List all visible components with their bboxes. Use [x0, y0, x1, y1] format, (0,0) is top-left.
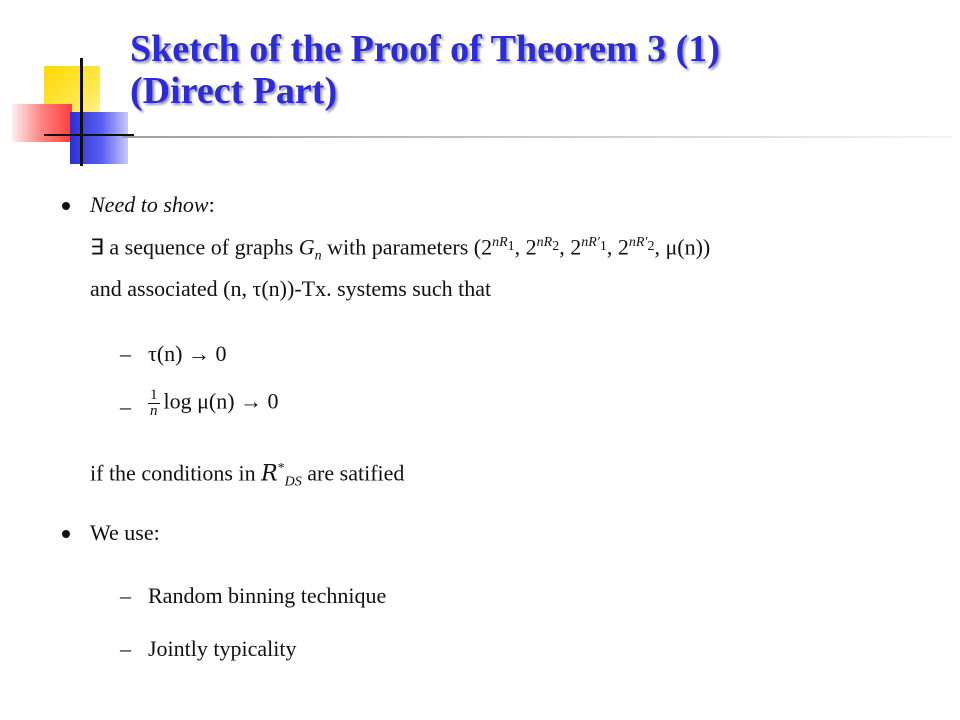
- sub-item-random-binning: Random binning technique: [148, 583, 387, 608]
- fraction-1-over-n: $\frac{1}{n}$: [150, 387, 158, 419]
- title-rule: [122, 136, 952, 138]
- bullet-2-heading: We use:: [90, 520, 160, 545]
- red-square: [12, 104, 72, 142]
- title-line-2: (Direct Part): [130, 70, 338, 112]
- bullet-1-heading: Need to show:: [90, 192, 215, 217]
- sub-item-joint-typicality: Jointly typicality: [148, 636, 297, 661]
- vertical-line: [80, 58, 83, 166]
- blue-square: [70, 112, 128, 164]
- sub-item-tau: τ(n) → 0: [148, 341, 227, 366]
- bullet-1-line-2: and associated (n, τ(n))-Tx. systems such that: [90, 276, 492, 301]
- dash-marker: –: [120, 394, 131, 419]
- sub-item-log: $\frac{1}{n}$ log μ(n) → 0: [150, 387, 279, 419]
- condition-line: if the conditions in $R^*_{DS}$ are satified: [90, 460, 405, 490]
- bullet-dot: [62, 530, 70, 538]
- dash-marker: –: [120, 583, 131, 608]
- decorative-squares: [0, 0, 140, 170]
- title-line-1: Sketch of the Proof of Theorem 3 (1): [130, 28, 720, 70]
- bullet-1-line-1: ∃ a sequence of graphs $G_n$ with parameters ($2^{nR_1}$, $2^{nR_2}$, $2^{nR'_1}$, $2^{nR'_2}$, μ(n)): [90, 234, 711, 264]
- slide-title: [130, 28, 720, 112]
- dash-marker: –: [120, 636, 131, 661]
- dash-marker: –: [120, 341, 131, 366]
- horizontal-line: [44, 134, 134, 136]
- bullet-dot: [62, 202, 70, 210]
